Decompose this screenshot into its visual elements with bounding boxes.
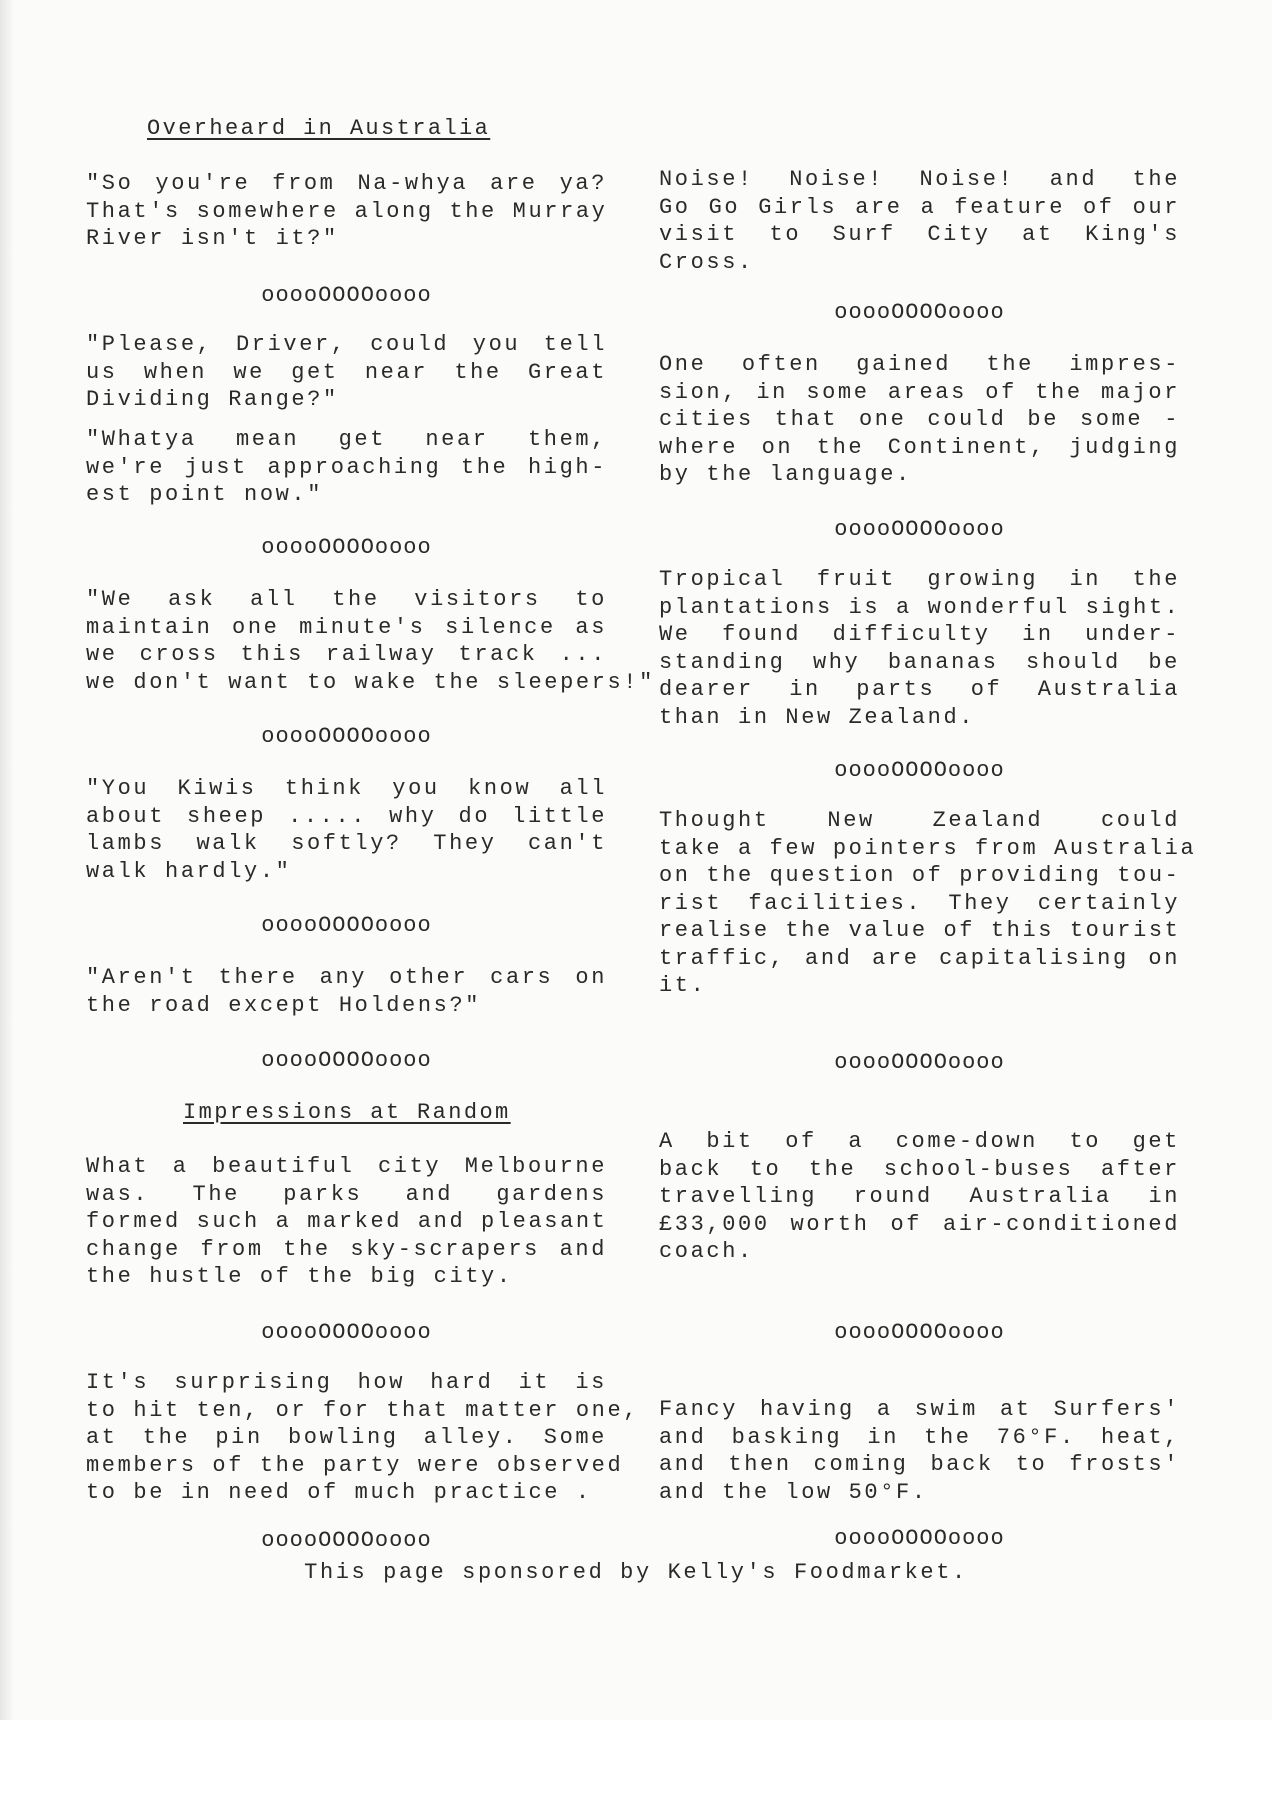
right-paragraph xyxy=(659,807,1197,1000)
text-line: members of the party were observed xyxy=(86,1452,624,1478)
text-line: dearer in parts of Australia xyxy=(659,677,1180,702)
text-line: Noise! Noise! Noise! and the xyxy=(659,167,1180,192)
left-paragraph xyxy=(86,170,607,253)
text-line: "We ask all the visitors to xyxy=(86,587,607,612)
text-line: walk hardly." xyxy=(86,858,292,884)
right-paragraph xyxy=(659,351,1180,489)
text-line: plantations is a wonderful sight. xyxy=(659,594,1181,620)
page-bottom-margin xyxy=(0,1720,1272,1800)
right-paragraph xyxy=(659,166,1180,276)
section-separator: ooooOOOOoooo xyxy=(834,1526,1005,1551)
right-paragraph xyxy=(659,1396,1180,1506)
text-line: £33,000 worth of air-conditioned xyxy=(659,1211,1180,1237)
text-line: the road except Holdens?" xyxy=(86,992,482,1018)
left-paragraph xyxy=(86,426,607,509)
text-line: standing why bananas should be xyxy=(659,649,1180,675)
text-line: we cross this railway track ... xyxy=(86,642,607,667)
text-line: us when we get near the Great xyxy=(86,359,607,385)
section-separator: ooooOOOOoooo xyxy=(261,724,432,749)
text-line: "So you're from Na-whya are ya? xyxy=(86,171,607,196)
text-line: on the question of providing tou- xyxy=(659,863,1181,888)
text-line: travelling round Australia in xyxy=(659,1184,1180,1209)
text-line: What a beautiful city Melbourne xyxy=(86,1154,607,1179)
text-line: River isn't it?" xyxy=(86,226,339,251)
left-paragraph xyxy=(86,1153,607,1291)
text-line: than in New Zealand. xyxy=(659,704,976,730)
page-edge-shadow xyxy=(0,0,14,1720)
text-line: One often gained the impres- xyxy=(659,352,1180,377)
text-line: It's surprising how hard it is xyxy=(86,1370,607,1395)
left-paragraph xyxy=(86,775,607,885)
heading-overheard: Overheard in Australia xyxy=(147,116,491,141)
section-separator: ooooOOOOoooo xyxy=(834,300,1005,325)
section-separator: ooooOOOOoooo xyxy=(261,913,432,938)
text-line: That's somewhere along the Murray xyxy=(86,198,608,224)
text-line: take a few pointers from Australia xyxy=(659,835,1197,861)
text-line: Tropical fruit growing in the xyxy=(659,567,1180,592)
text-line: "Please, Driver, could you tell xyxy=(86,332,607,357)
text-line: "Whatya mean get near them, xyxy=(86,427,607,452)
section-separator: ooooOOOOoooo xyxy=(261,535,432,560)
text-line: visit to Surf City at King's xyxy=(659,222,1180,247)
text-line: lambs walk softly? They can't xyxy=(86,831,607,856)
text-line: to be in need of much practice . xyxy=(86,1480,592,1505)
text-line: coach. xyxy=(659,1239,754,1264)
text-line: Thought New Zealand could xyxy=(659,808,1180,833)
left-paragraph xyxy=(86,586,655,696)
text-line: traffic, and are capitalising on xyxy=(659,945,1180,971)
text-line: it. xyxy=(659,973,707,998)
section-separator: ooooOOOOoooo xyxy=(261,1320,432,1345)
text-line: at the pin bowling alley. Some xyxy=(86,1425,607,1450)
text-line: change from the sky-scrapers and xyxy=(86,1236,607,1262)
text-line: est point now." xyxy=(86,482,324,507)
text-line: and then coming back to frosts' xyxy=(659,1452,1180,1477)
text-line: "Aren't there any other cars on xyxy=(86,965,607,990)
text-line: We found difficulty in under- xyxy=(659,622,1180,647)
text-line: by the language. xyxy=(659,462,912,487)
text-line: the hustle of the big city. xyxy=(86,1264,513,1289)
text-line: to hit ten, or for that matter one, xyxy=(86,1397,640,1423)
right-paragraph xyxy=(659,1128,1180,1266)
text-line: Cross. xyxy=(659,249,754,275)
section-separator: ooooOOOOoooo xyxy=(834,1050,1005,1075)
text-line: A bit of a come-down to get xyxy=(659,1129,1180,1154)
section-separator: ooooOOOOoooo xyxy=(834,758,1005,783)
text-line: rist facilities. They certainly xyxy=(659,890,1180,916)
section-separator: ooooOOOOoooo xyxy=(261,283,432,308)
section-separator: ooooOOOOoooo xyxy=(261,1048,432,1073)
text-line: was. The parks and gardens xyxy=(86,1181,607,1207)
text-line: and basking in the 76°F. heat, xyxy=(659,1424,1180,1450)
text-line: sion, in some areas of the major xyxy=(659,379,1180,405)
section-separator: ooooOOOOoooo xyxy=(834,517,1005,542)
left-paragraph xyxy=(86,1369,640,1507)
left-paragraph xyxy=(86,331,607,414)
section-separator: ooooOOOOoooo xyxy=(834,1320,1005,1345)
text-line: and the low 50°F. xyxy=(659,1479,928,1505)
heading-impressions: Impressions at Random xyxy=(183,1100,511,1125)
section-separator: ooooOOOOoooo xyxy=(261,1528,432,1553)
right-paragraph xyxy=(659,566,1180,731)
text-line: formed such a marked and pleasant xyxy=(86,1209,608,1234)
text-line: Fancy having a swim at Surfers' xyxy=(659,1397,1180,1422)
text-line: "You Kiwis think you know all xyxy=(86,776,607,801)
text-line: cities that one could be some - xyxy=(659,407,1180,432)
text-line: realise the value of this tourist xyxy=(659,918,1181,943)
text-line: about sheep ..... why do little xyxy=(86,803,607,829)
sponsor-footer: This page sponsored by Kelly's Foodmarket. xyxy=(304,1560,968,1585)
text-line: Go Go Girls are a feature of our xyxy=(659,194,1180,220)
text-line: we don't want to wake the sleepers!" xyxy=(86,669,655,695)
text-line: maintain one minute's silence as xyxy=(86,614,607,640)
text-line: Dividing Range?" xyxy=(86,387,339,412)
left-paragraph xyxy=(86,964,607,1019)
text-line: we're just approaching the high- xyxy=(86,454,607,480)
text-line: back to the school-buses after xyxy=(659,1156,1180,1182)
text-line: where on the Continent, judging xyxy=(659,434,1180,460)
